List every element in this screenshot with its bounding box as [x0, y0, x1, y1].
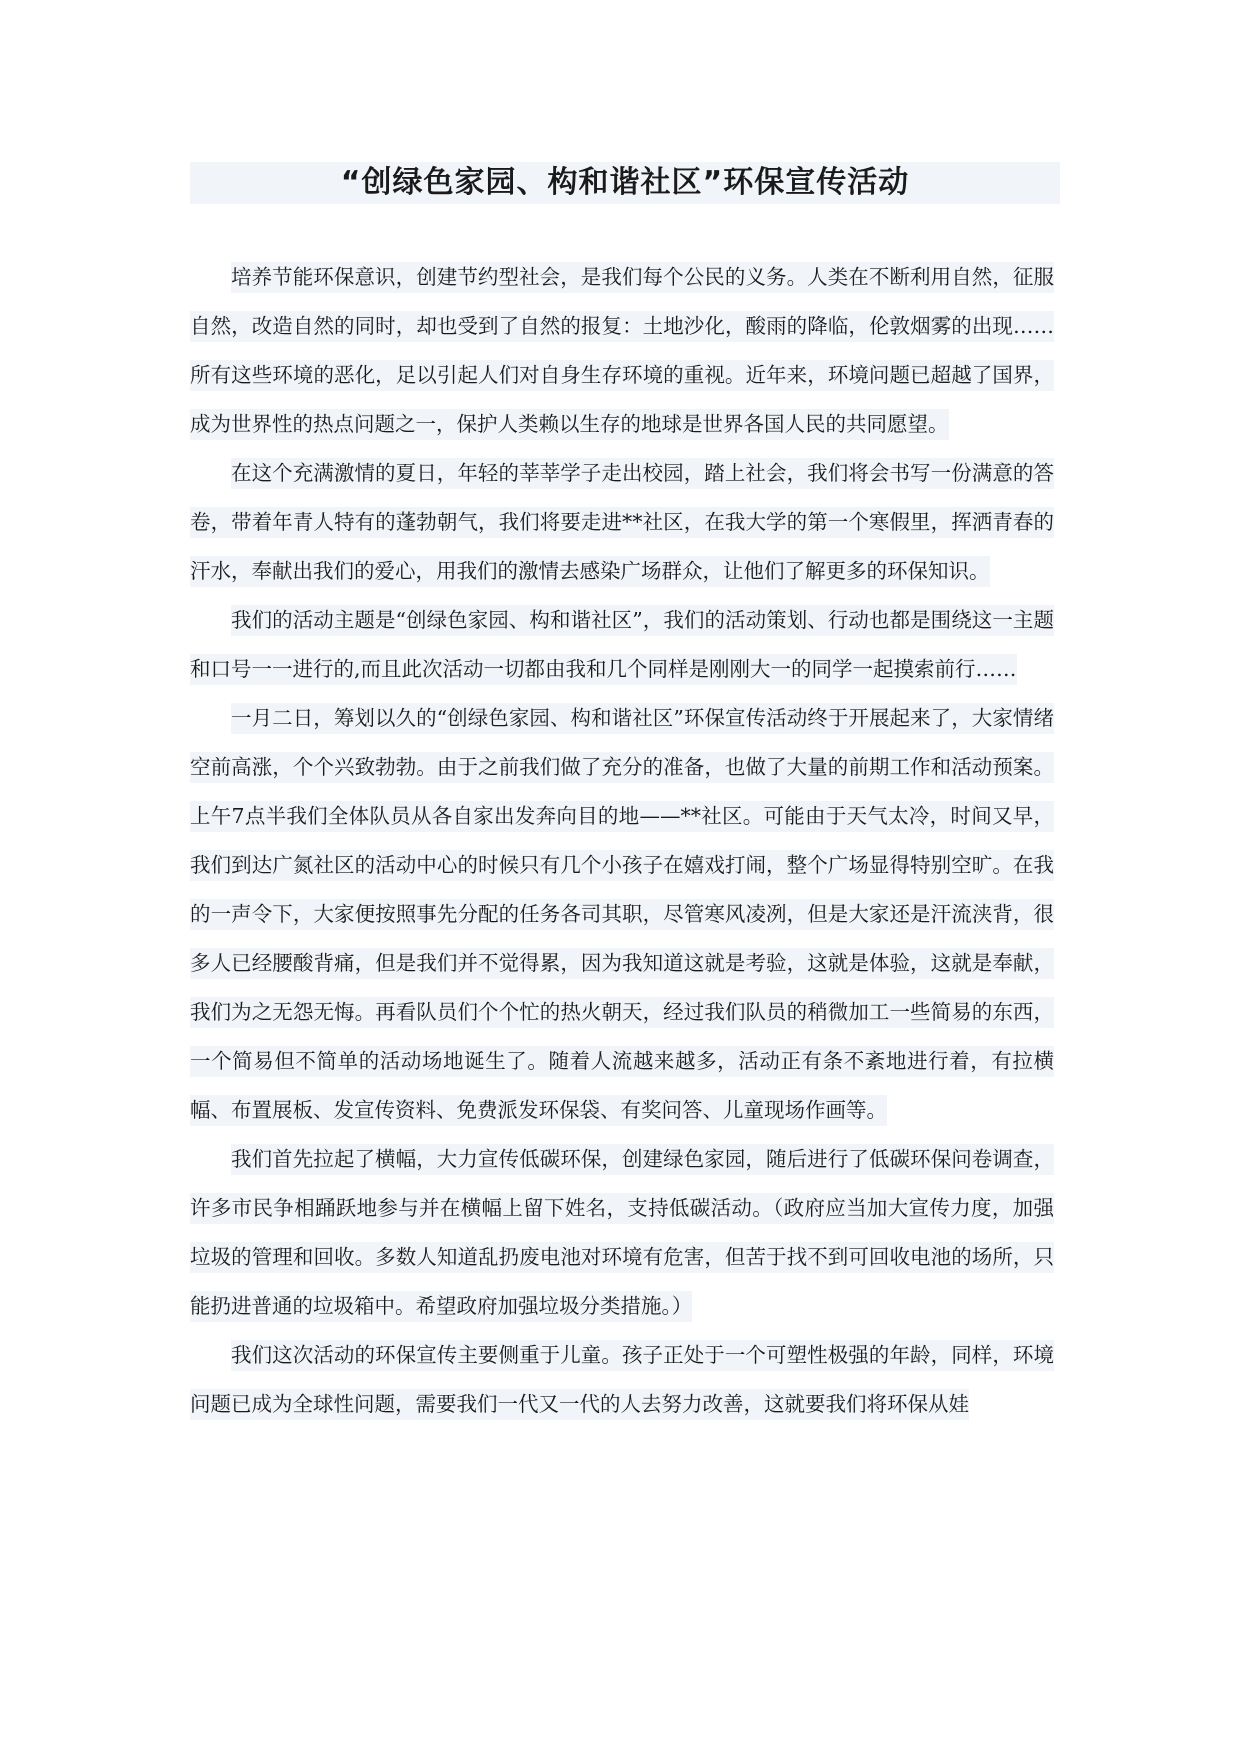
document-body [190, 253, 1054, 1429]
paragraph-1 [190, 253, 1054, 449]
paragraph-text: 一月二日，筹划以久的“创绿色家园、构和谐社区”环保宣传活动终于开展起来了，大家情绪空前高涨，个个兴致勃勃。由于之前我们做了充分的准备，也做了大量的前期工作和活动预案。上午7点半我们全体队员从各自家出发奔向目的地——**社区。可能由于天气太冷，时间又早，我们到达广氮社区的活动中心的时候只有几个小孩子在嬉戏打闹，整个广场显得特别空旷。在我的一声令下，大家便按照事先分配的任务各司其职，尽管寒风凌冽，但是大家还是汗流浃背，很多人已经腰酸背痛，但是我们并不觉得累，因为我知道这就是考验，这就是体验，这就是奉献，我们为之无怨无悔。再看队员们个个忙的热火朝天，经过我们队员的稍微加工一些简易的东西，一个简易但不简单的活动场地诞生了。随着人流越来越多，活动正有条不紊地进行着，有拉横幅、布置展板、发宣传资料、免费派发环保袋、有奖问答、儿童现场作画等。 [190, 703, 1054, 1126]
document-title: “创绿色家园、构和谐社区”环保宣传活动 [340, 165, 910, 200]
paragraph-6 [190, 1331, 1054, 1429]
paragraph-text: 培养节能环保意识，创建节约型社会，是我们每个公民的义务。人类在不断利用自然，征服自然，改造自然的同时，却也受到了自然的报复：土地沙化，酸雨的降临，伦敦烟雾的出现……所有这些环境的恶化，足以引起人们对自身生存环境的重视。近年来，环境问题已超越了国界，成为世界性的热点问题之一，保护人类赖以生存的地球是世界各国人民的共同愿望。 [190, 262, 1054, 440]
paragraph-3 [190, 596, 1054, 694]
paragraph-5 [190, 1135, 1054, 1331]
paragraph-text: 我们的活动主题是“创绿色家园、构和谐社区”，我们的活动策划、行动也都是围绕这一主题和口号一一进行的,而且此次活动一切都由我和几个同样是刚刚大一的同学一起摸索前行…… [190, 605, 1054, 685]
paragraph-text: 我们这次活动的环保宣传主要侧重于儿童。孩子正处于一个可塑性极强的年龄，同样，环境问题已成为全球性问题，需要我们一代又一代的人去努力改善，这就要我们将环保从娃 [190, 1340, 1054, 1420]
paragraph-4 [190, 694, 1054, 1135]
paragraph-text: 我们首先拉起了横幅，大力宣传低碳环保，创建绿色家园，随后进行了低碳环保问卷调查，许多市民争相踊跃地参与并在横幅上留下姓名，支持低碳活动。（政府应当加大宣传力度，加强垃圾的管理和回收。多数人知道乱扔废电池对环境有危害，但苦于找不到可回收电池的场所，只能扔进普通的垃圾箱中。希望政府加强垃圾分类措施。） [190, 1144, 1054, 1322]
paragraph-2 [190, 449, 1054, 596]
paragraph-text: 在这个充满激情的夏日，年轻的莘莘学子走出校园，踏上社会，我们将会书写一份满意的答卷，带着年青人特有的蓬勃朝气，我们将要走进**社区，在我大学的第一个寒假里，挥洒青春的汗水，奉献出我们的爱心，用我们的激情去感染广场群众，让他们了解更多的环保知识。 [190, 458, 1054, 587]
